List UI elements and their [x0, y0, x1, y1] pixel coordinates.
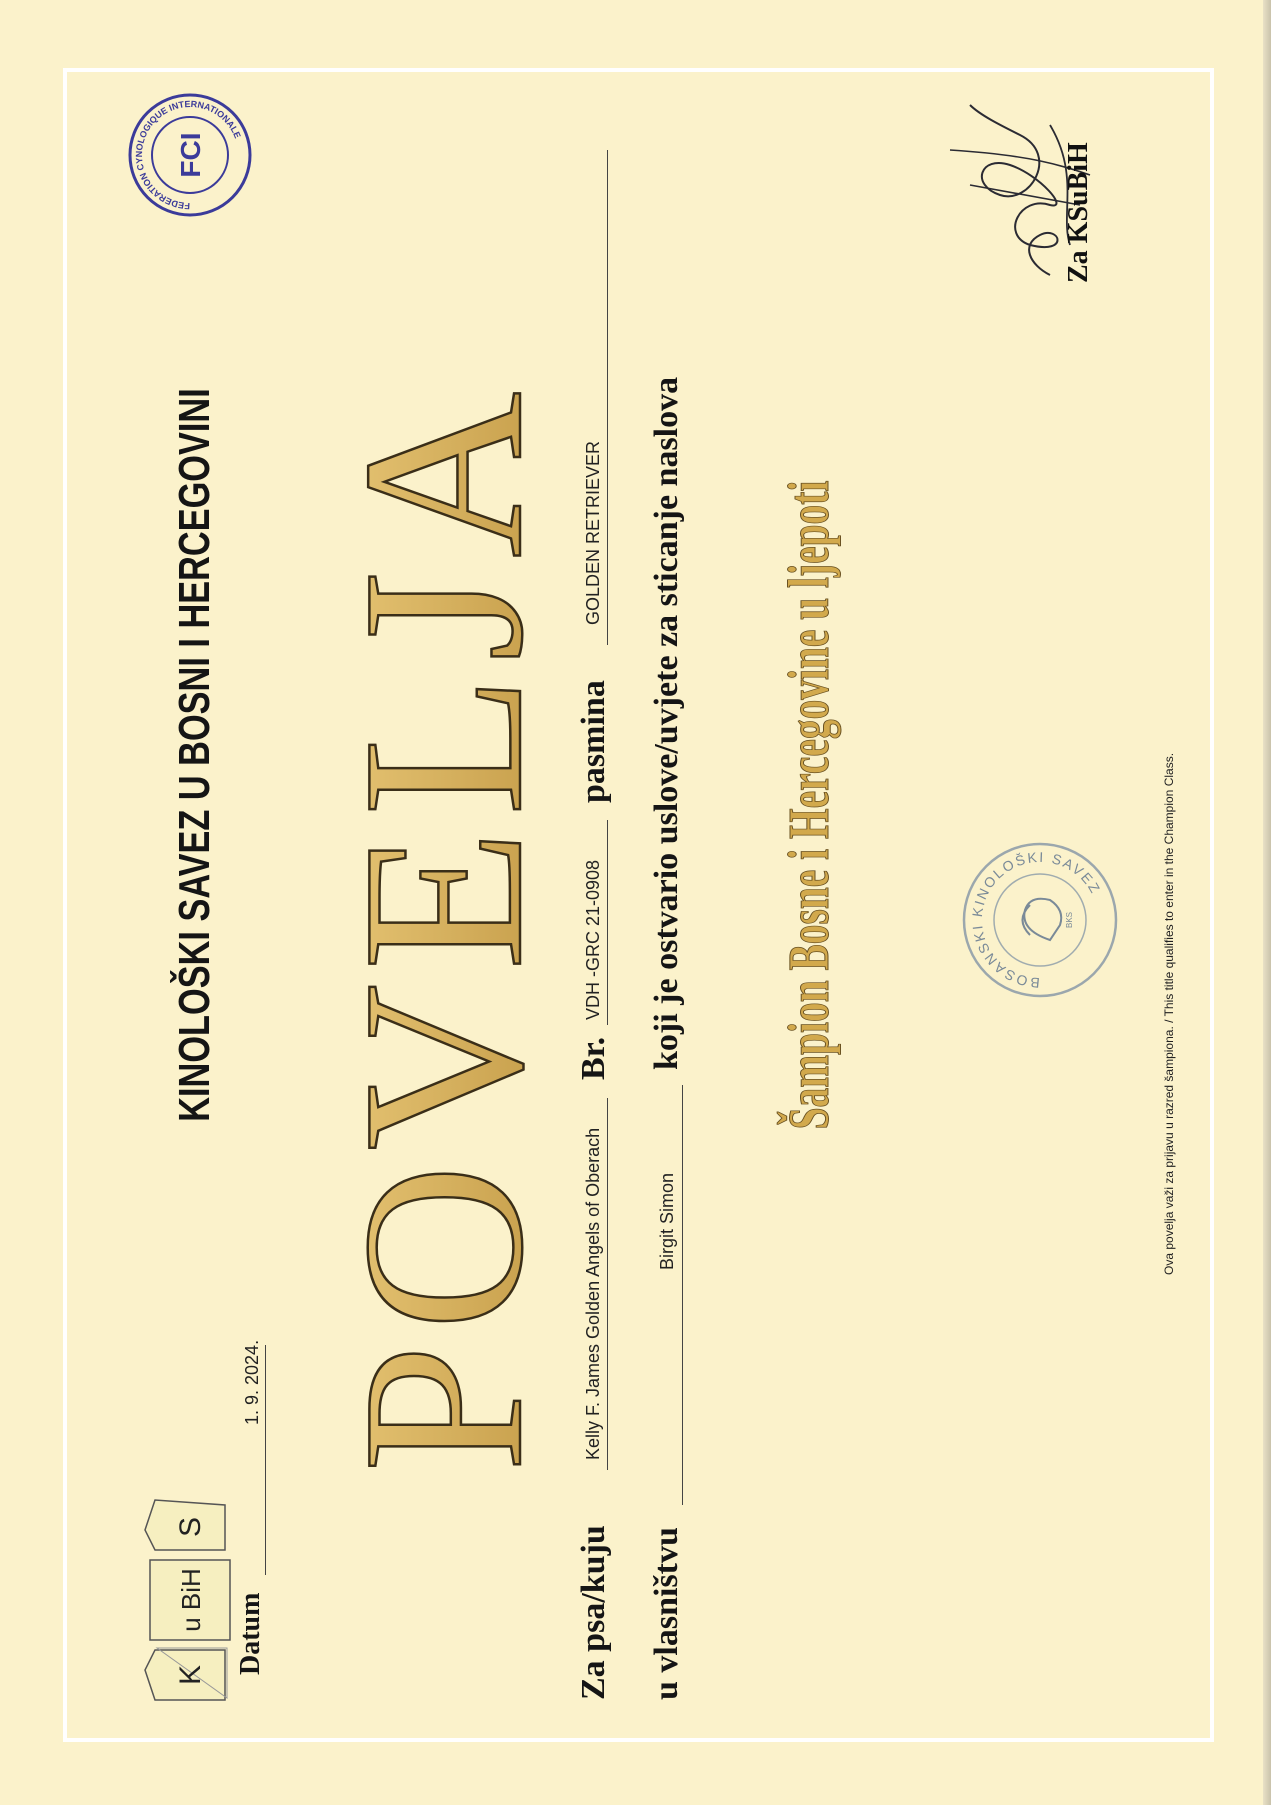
date-line — [265, 1345, 266, 1575]
signature-label: Za KSuBiH — [1063, 142, 1094, 283]
svg-text:Šampion Bosne i Hercegovine u: Šampion Bosne i Hercegovine u ljepoti — [776, 480, 841, 1130]
ksubih-logo — [135, 1490, 245, 1710]
date-value: 1. 9. 2024. — [242, 1339, 262, 1425]
number-line — [607, 820, 608, 1025]
date-label: Datum — [235, 1592, 266, 1675]
logo-ubih: u BiH — [176, 1568, 206, 1632]
organization-header: KINOLOŠKI SAVEZ U BOSNI I HERCEGOVINI — [170, 388, 219, 1122]
number-label: Br. — [575, 1036, 612, 1080]
logo-s: S — [174, 1516, 207, 1538]
champion-title — [760, 305, 850, 1305]
stamp-center-text: BKS — [1065, 911, 1074, 929]
condition-text: koji je ostvario uslove/uvjete za sticanje naslova — [648, 376, 685, 1070]
dog-value: Kelly F. James Golden Angels of Oberach — [583, 1127, 603, 1460]
breed-line — [607, 150, 608, 645]
fci-ring-text: FEDERATION CYNOLOGIQUE INTERNATIONALE — [133, 98, 243, 212]
fci-center-text: FCI — [175, 132, 206, 178]
svg-text:POVELJA: POVELJA — [315, 377, 570, 1473]
official-stamp — [960, 840, 1120, 1000]
footnote: Ova povelja važi za prijavu u razred šampiona. / This title qualifies to enter in the Champion Class. — [1162, 752, 1176, 1275]
number-value: VDH -GRC 21-0908 — [583, 859, 603, 1020]
stamp-ring-text: BOSANSKI KINOLOŠKI SAVEZ — [968, 848, 1105, 992]
logo-k: K — [174, 1664, 207, 1686]
document-title — [315, 377, 570, 1473]
fci-logo — [125, 90, 255, 220]
owner-value: Birgit Simon — [657, 1172, 677, 1270]
owner-label: u vlasništvu — [648, 1527, 685, 1700]
dog-label: Za psa/kuju — [575, 1525, 612, 1700]
breed-label: pasmina — [575, 680, 612, 803]
owner-line — [682, 1085, 683, 1505]
dog-line — [607, 1098, 608, 1470]
breed-value: GOLDEN RETRIEVER — [583, 440, 603, 625]
